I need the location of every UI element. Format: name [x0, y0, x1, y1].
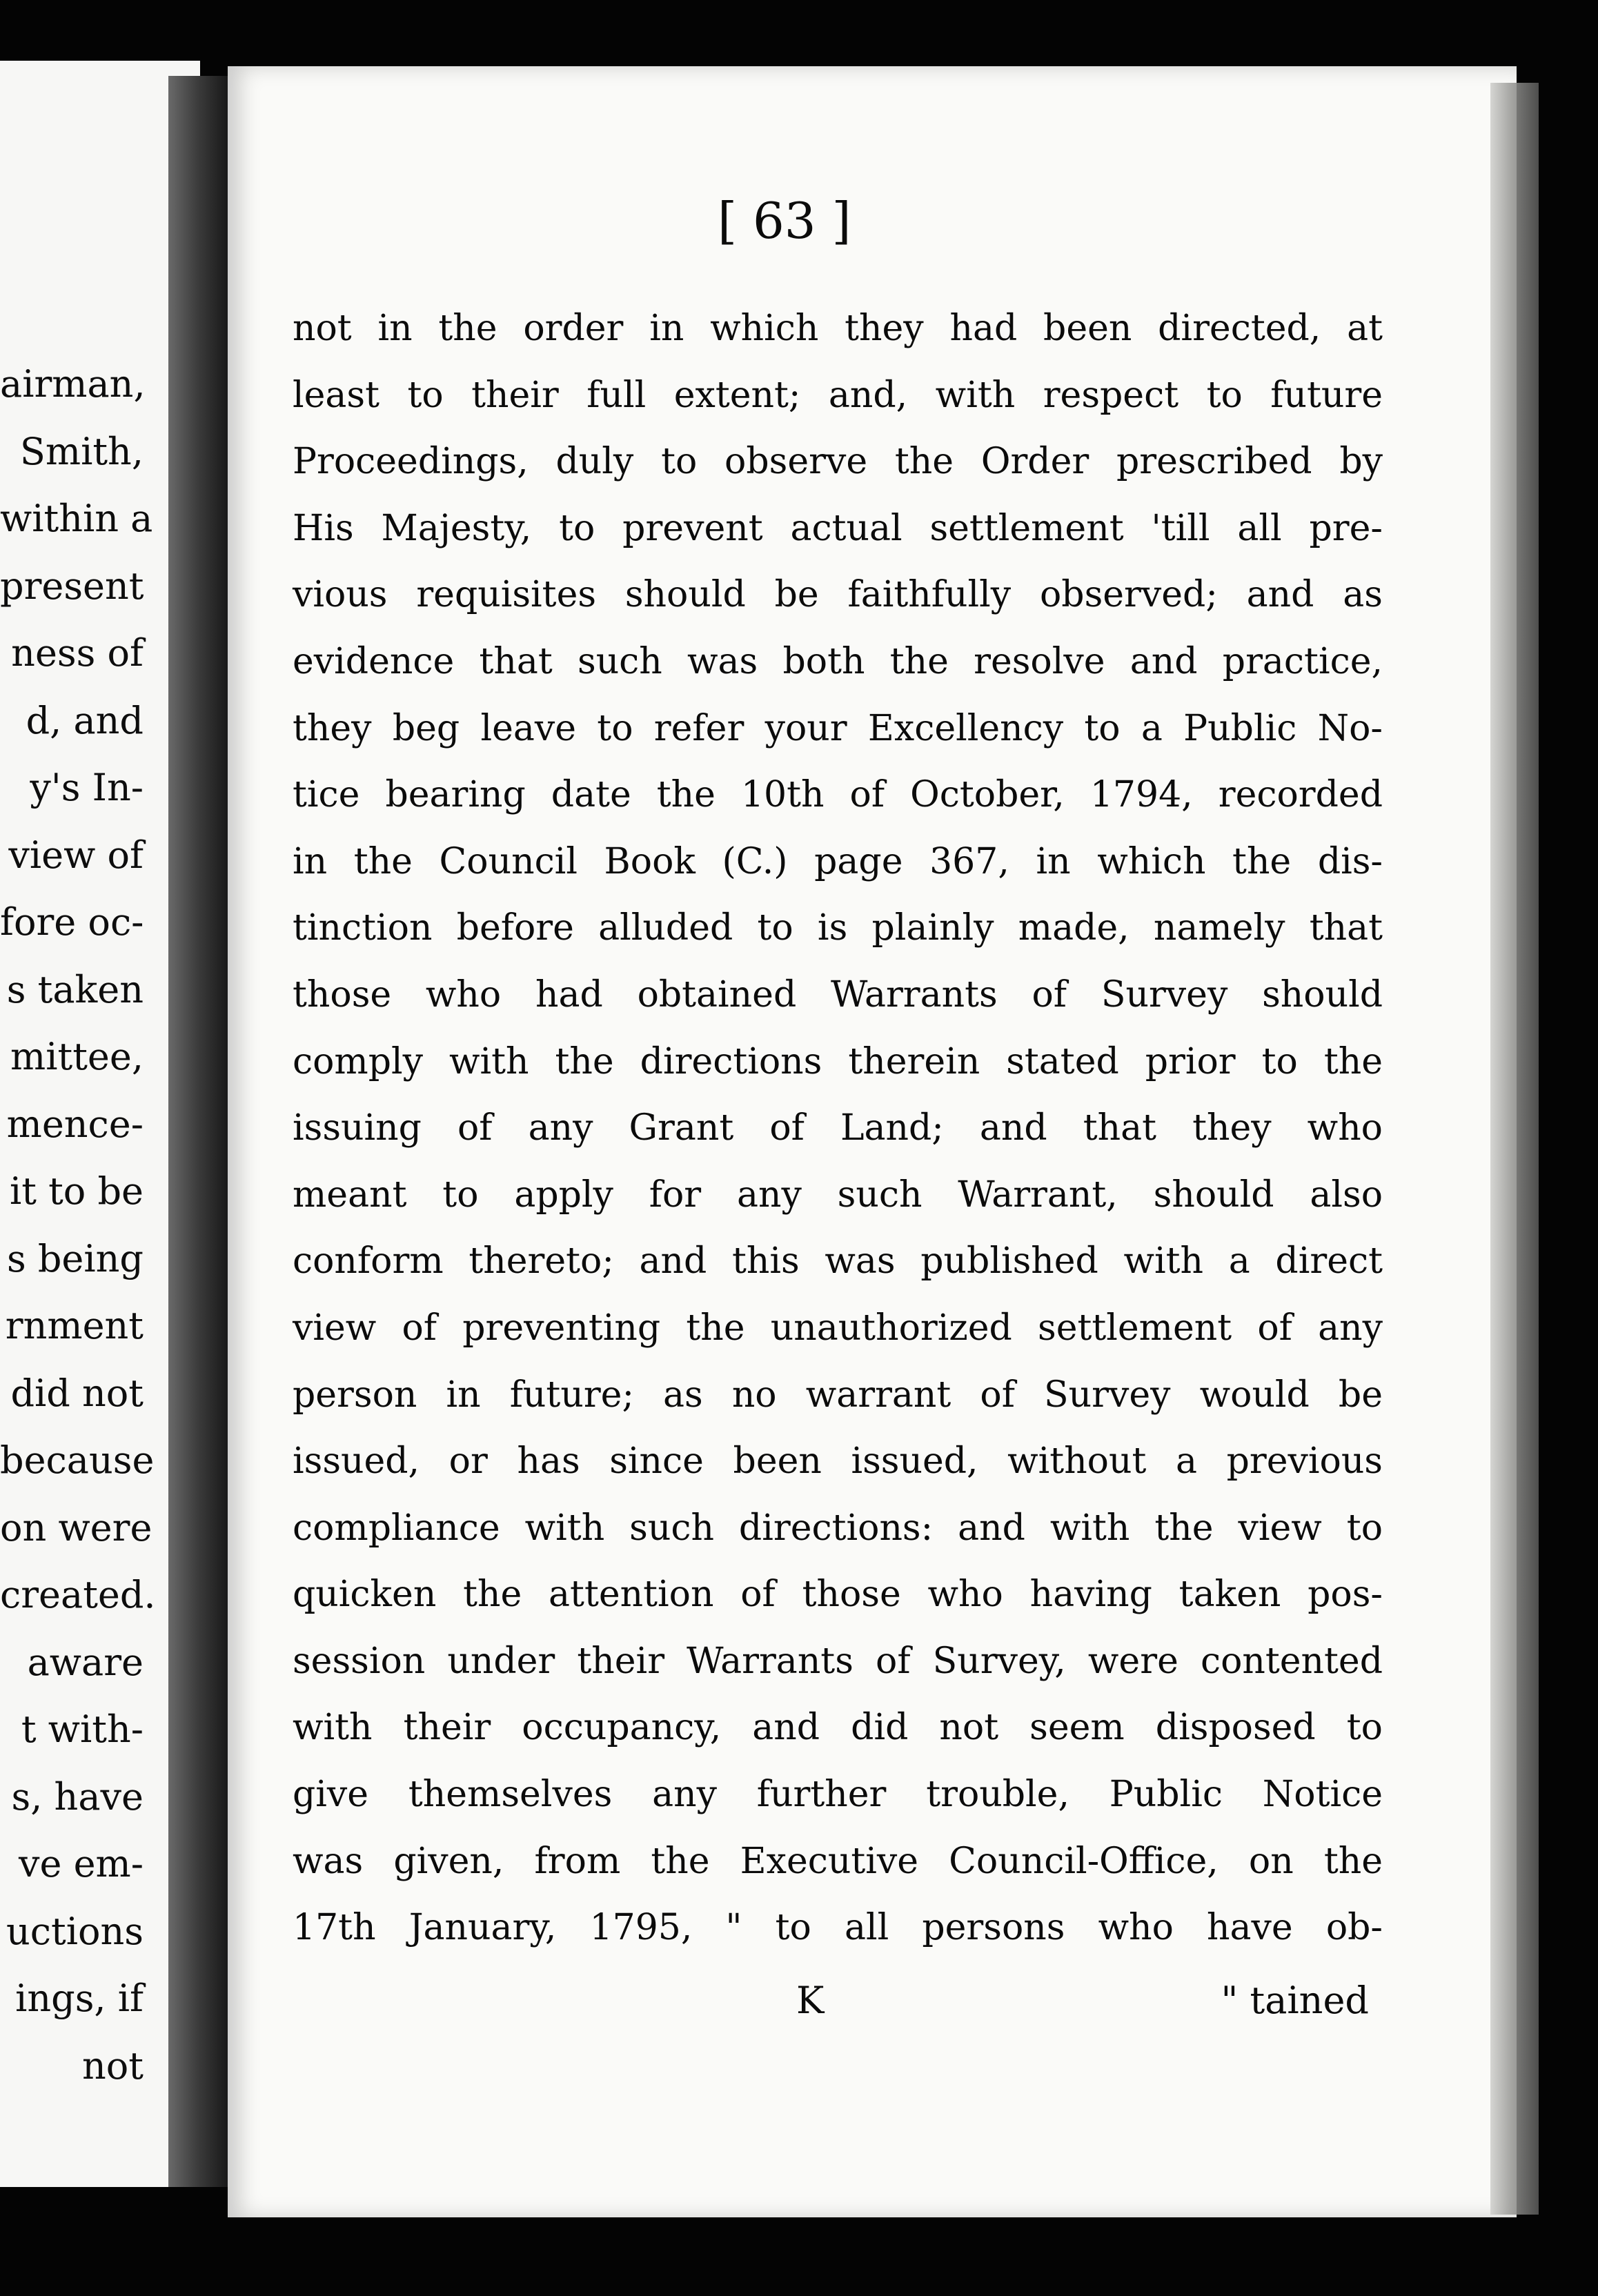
- page-footer: [293, 1968, 1369, 2034]
- text-line: person in future; as no warrant of Survey would be: [293, 1374, 1383, 1416]
- text-line: view of preventing the unauthorized settlement of any: [293, 1307, 1383, 1349]
- text-line: issued, or has since been issued, without a previous: [293, 1441, 1383, 1483]
- text-line: vious requisites should be faithfully observed; and as: [293, 574, 1383, 616]
- left-line: fore oc-: [0, 900, 144, 944]
- text-line: they beg leave to refer your Excellency to a Public No-: [293, 707, 1383, 749]
- left-page-text: [0, 350, 156, 2099]
- text-line: comply with the directions therein stated prior to the: [293, 1040, 1383, 1082]
- signature-mark: K: [796, 1979, 825, 2022]
- text-line: those who had obtained Warrants of Survey should: [293, 973, 1383, 1016]
- left-line: ings, if: [15, 1977, 144, 2020]
- text-line: give themselves any further trouble, Public Notice: [293, 1774, 1383, 1816]
- left-line: created.: [0, 1573, 156, 1616]
- text-line: His Majesty, to prevent actual settlement 'till all pre-: [293, 507, 1383, 549]
- text-line: compliance with such directions: and with the view to: [293, 1507, 1383, 1549]
- text-line: not in the order in which they had been directed, at: [293, 308, 1383, 349]
- page-right-edge: [1490, 83, 1539, 2215]
- left-line: s taken: [6, 967, 144, 1011]
- text-line: tice bearing date the 10th of October, 1794, recorded: [293, 774, 1383, 816]
- left-line: rnment: [5, 1304, 144, 1347]
- text-line: in the Council Book (C.) page 367, in which the dis-: [293, 840, 1383, 882]
- text-line: conform thereto; and this was published with a direct: [293, 1240, 1383, 1283]
- text-line: least to their full extent; and, with respect to future: [293, 374, 1383, 416]
- left-line: s, have: [11, 1774, 144, 1819]
- left-line: view of: [8, 833, 144, 877]
- page-body-text: [293, 295, 1383, 1961]
- left-line: mittee,: [10, 1035, 144, 1078]
- text-line: session under their Warrants of Survey, were contented: [293, 1640, 1383, 1682]
- left-line: t with-: [21, 1708, 144, 1751]
- text-line: issuing of any Grant of Land; and that they who: [293, 1107, 1383, 1149]
- text-line: meant to apply for any such Warrant, should also: [293, 1174, 1383, 1216]
- left-line: aware: [27, 1640, 144, 1684]
- text-line: quicken the attention of those who having taken pos-: [293, 1574, 1383, 1616]
- left-line: y's In-: [30, 766, 144, 809]
- left-line: d, and: [26, 698, 144, 742]
- page-number-header: [ 63 ]: [718, 192, 851, 250]
- text-line: 17th January, 1795, " to all persons who have ob-: [293, 1907, 1383, 1949]
- left-line: on were: [0, 1505, 152, 1550]
- text-line: Proceedings, duly to observe the Order prescribed by: [293, 441, 1383, 483]
- left-line: not: [82, 2043, 144, 2088]
- left-line: because: [0, 1438, 155, 1482]
- text-line: evidence that such was both the resolve and practice,: [293, 640, 1383, 682]
- left-line: uctions: [6, 1909, 144, 1953]
- left-line: within a: [0, 497, 153, 540]
- catchword: " tained: [1221, 1979, 1369, 2022]
- text-line: tinction before alluded to is plainly made, namely that: [293, 907, 1383, 949]
- left-line: mence-: [6, 1102, 144, 1146]
- left-line: it to be: [9, 1169, 144, 1213]
- text-line: was given, from the Executive Council-Office, on the: [293, 1840, 1383, 1882]
- left-line: Smith,: [19, 429, 144, 473]
- left-line: ness of: [11, 631, 144, 675]
- left-line: did not: [10, 1371, 144, 1415]
- left-line: present: [0, 564, 144, 608]
- text-line: with their occupancy, and did not seem disposed to: [293, 1707, 1383, 1749]
- left-line: s being: [6, 1236, 144, 1280]
- left-line: ve em-: [18, 1842, 144, 1886]
- left-line: airman,: [0, 362, 146, 406]
